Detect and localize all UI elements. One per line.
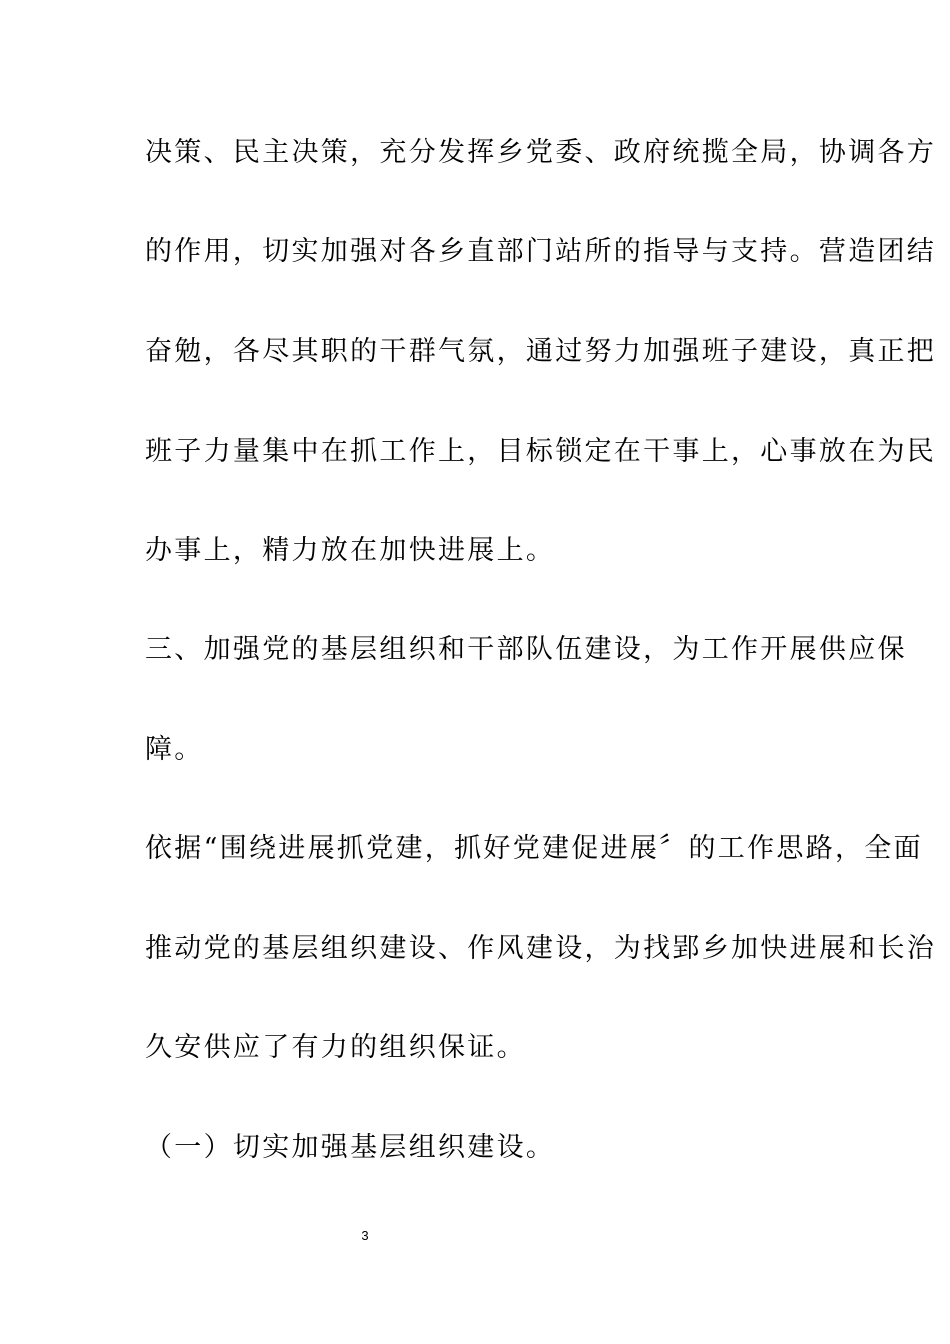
subsection-heading: （一）切实加强基层组织建设。 <box>145 1132 556 1163</box>
body-text-line: 久安供应了有力的组织保证。 <box>145 1032 526 1063</box>
section-heading-continuation: 障。 <box>145 734 204 765</box>
body-text-line: 决策、民主决策，充分发挥乡党委、政府统揽全局，协调各方 <box>145 137 937 168</box>
section-heading: 三、加强党的基层组织和干部队伍建设，为工作开展供应保 <box>145 634 907 665</box>
body-text-line: 依据“围绕进展抓党建，抓好党建促进展〞的工作思路，全面 <box>145 833 923 864</box>
page-number: 3 <box>361 1228 369 1243</box>
body-text-line: 班子力量集中在抓工作上，目标锁定在干事上，心事放在为民 <box>145 436 937 467</box>
body-text-line: 的作用，切实加强对各乡直部门站所的指导与支持。营造团结 <box>145 236 937 267</box>
body-text-line: 办事上，精力放在加快进展上。 <box>145 535 556 566</box>
body-text-line: 奋勉，各尽其职的干群气氛，通过努力加强班子建设，真正把 <box>145 336 937 367</box>
body-text-line: 推动党的基层组织建设、作风建设，为找郢乡加快进展和长治 <box>145 933 937 964</box>
